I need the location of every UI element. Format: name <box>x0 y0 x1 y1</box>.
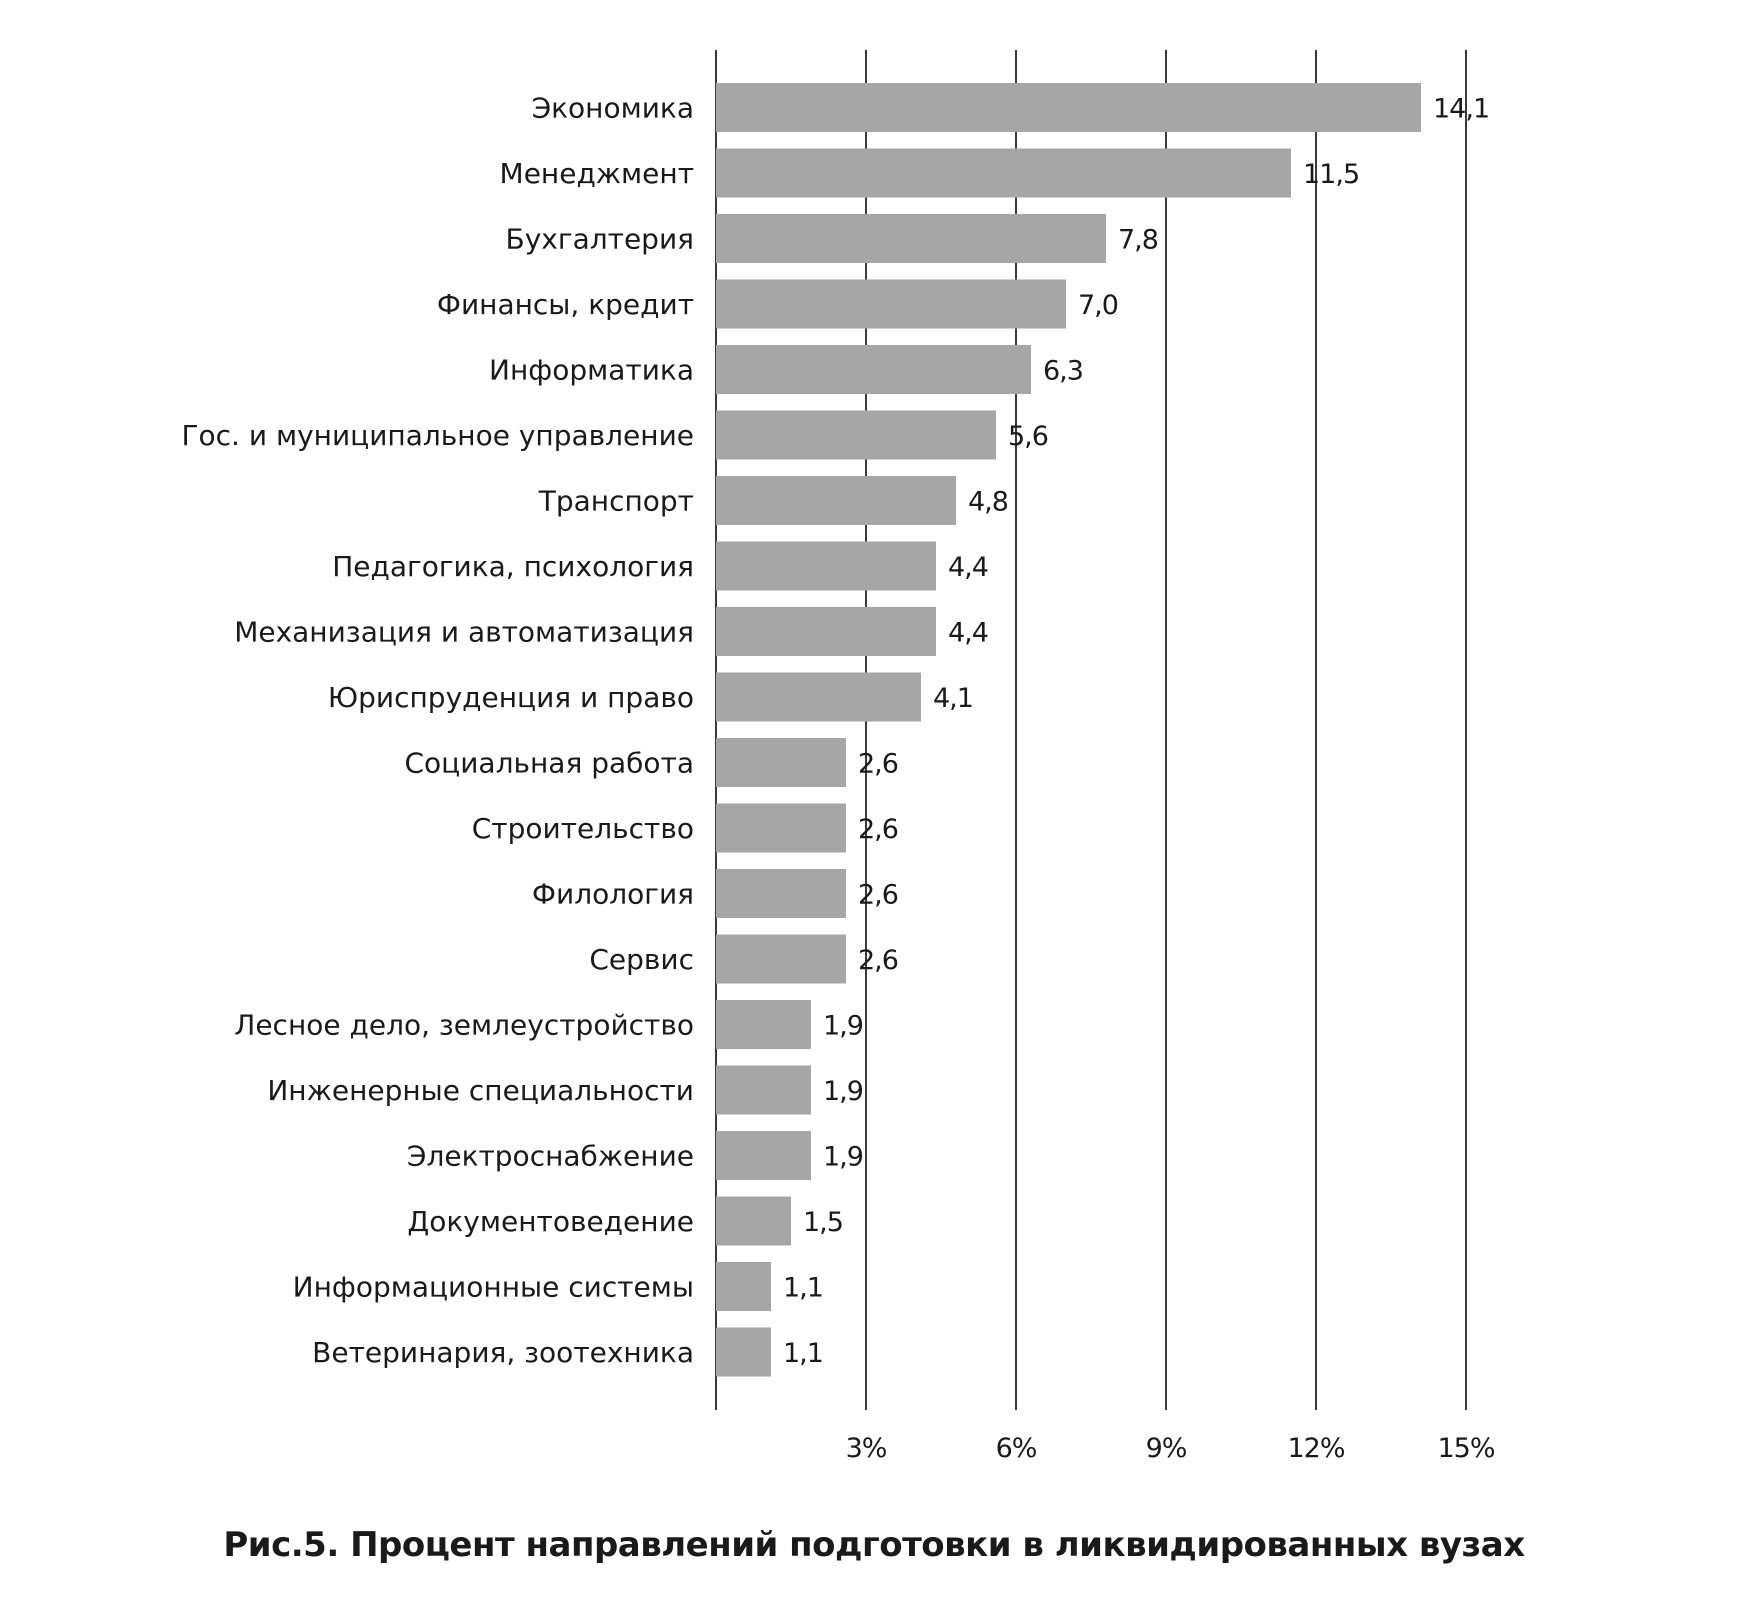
category-label: Информационные системы <box>292 1270 694 1304</box>
bar <box>716 1262 771 1311</box>
category-label: Ветеринария, зоотехника <box>312 1336 694 1369</box>
bar <box>716 804 846 853</box>
x-axis-tick-labels <box>846 1433 1495 1464</box>
bar <box>716 83 1421 132</box>
bar <box>716 149 1291 198</box>
bar <box>716 935 846 984</box>
value-label: 2,6 <box>858 879 898 911</box>
category-label: Лесное дело, землеустройство <box>234 1008 694 1042</box>
bar <box>716 738 846 787</box>
value-label: 1,1 <box>783 1272 823 1304</box>
x-tick-label: 15% <box>1437 1433 1495 1464</box>
value-label: 2,6 <box>858 748 898 780</box>
value-label: 2,6 <box>858 814 898 845</box>
x-tick-label: 3% <box>845 1433 887 1464</box>
category-label: Гос. и муниципальное управление <box>181 419 694 452</box>
figure-caption: Рис.5. Процент направлений подготовки в ликвидированных вузах <box>223 1525 1525 1565</box>
category-label: Экономика <box>531 91 694 125</box>
category-label: Юриспруденция и право <box>327 681 694 714</box>
value-label: 4,4 <box>948 617 988 649</box>
bar <box>716 476 956 525</box>
bar <box>716 1131 811 1180</box>
category-label: Социальная работа <box>404 746 694 780</box>
category-label: Механизация и автоматизация <box>234 615 694 649</box>
value-label: 4,4 <box>948 552 988 583</box>
category-labels <box>181 92 694 1370</box>
category-label: Строительство <box>471 812 694 845</box>
category-label: Транспорт <box>538 484 694 518</box>
x-tick-label: 6% <box>995 1433 1037 1464</box>
value-label: 11,5 <box>1303 159 1360 190</box>
bar <box>716 214 1106 263</box>
value-label: 6,3 <box>1043 355 1083 387</box>
category-label: Сервис <box>589 943 694 976</box>
bar <box>716 1197 791 1246</box>
bar <box>716 345 1031 394</box>
bar <box>716 1066 811 1115</box>
bar <box>716 869 846 918</box>
x-tick-label: 12% <box>1287 1433 1345 1464</box>
bar <box>716 673 921 722</box>
bar <box>716 607 936 656</box>
value-label: 14,1 <box>1433 93 1490 125</box>
x-tick-label: 9% <box>1145 1433 1187 1464</box>
bar <box>716 542 936 591</box>
category-label: Информатика <box>489 353 694 387</box>
value-label: 4,8 <box>968 486 1008 518</box>
value-label: 1,9 <box>823 1010 863 1042</box>
category-label: Электроснабжение <box>406 1139 694 1173</box>
category-label: Документоведение <box>407 1205 694 1238</box>
bar <box>716 1328 771 1377</box>
value-label: 7,0 <box>1078 290 1118 321</box>
bar <box>716 411 996 460</box>
category-label: Филология <box>531 877 694 911</box>
value-label: 4,1 <box>933 683 973 714</box>
value-label: 7,8 <box>1118 224 1158 256</box>
bar <box>716 280 1066 329</box>
category-label: Менеджмент <box>499 157 694 190</box>
value-label: 1,9 <box>823 1141 863 1173</box>
category-label: Бухгалтерия <box>505 222 694 256</box>
value-label: 5,6 <box>1008 421 1048 452</box>
value-label: 1,5 <box>803 1207 843 1238</box>
value-label: 1,1 <box>783 1338 823 1369</box>
category-label: Инженерные специальности <box>267 1074 694 1107</box>
category-label: Педагогика, психология <box>332 550 694 583</box>
value-label: 2,6 <box>858 945 898 976</box>
bar <box>716 1000 811 1049</box>
value-label: 1,9 <box>823 1076 863 1107</box>
category-label: Финансы, кредит <box>436 288 694 321</box>
